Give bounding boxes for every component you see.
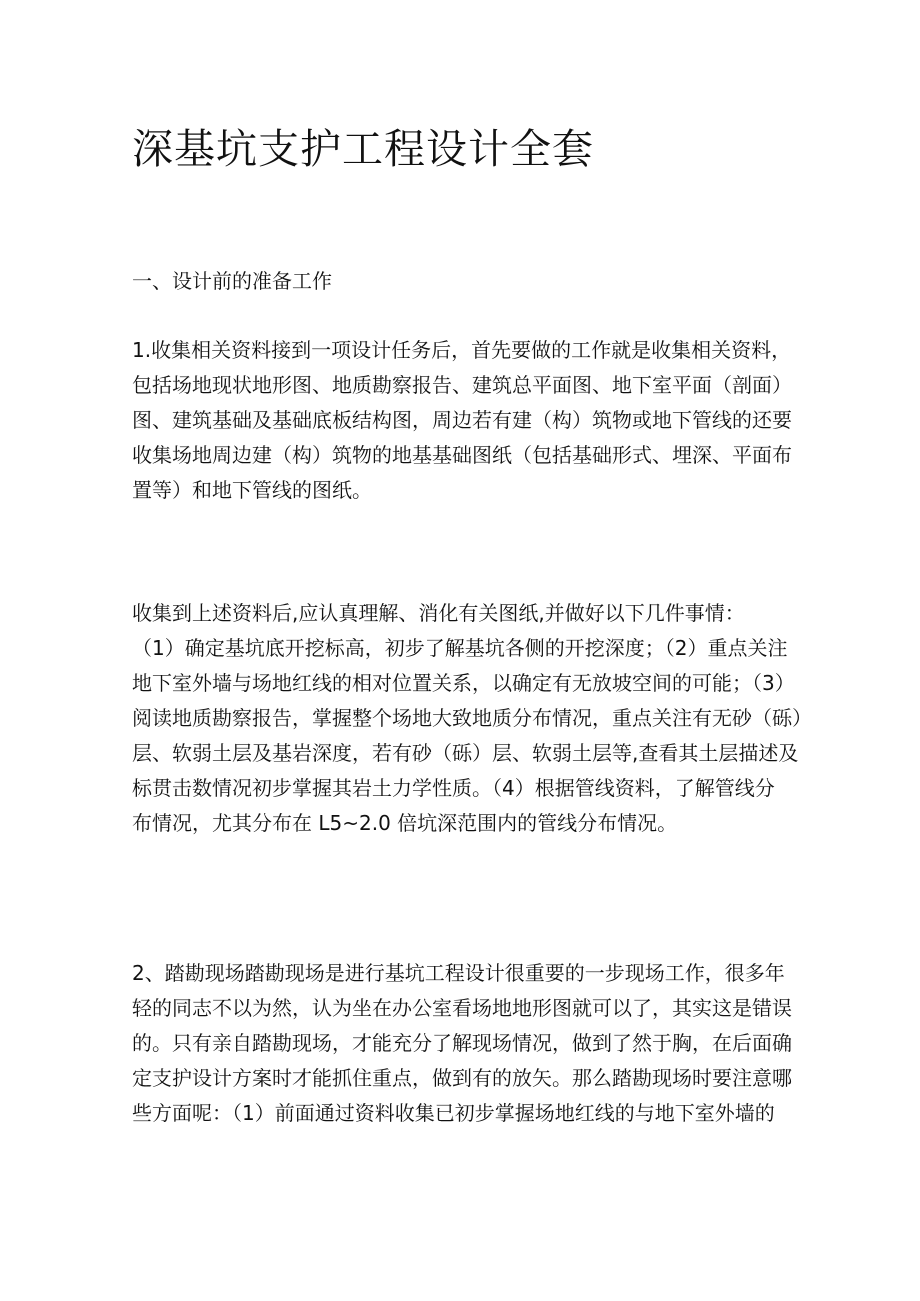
paragraph-line: 图、建筑基础及基础底板结构图，周边若有建（构）筑物或地下管线的还要 — [132, 408, 792, 432]
paragraph-line: 层、软弱土层及基岩深度，若有砂（砾）层、软弱土层等,查看其土层描述及 — [132, 741, 799, 765]
section-heading: 一、设计前的准备工作 — [132, 269, 332, 293]
paragraph-after-collection — [132, 596, 812, 841]
paragraph-line: 地下室外墙与场地红线的相对位置关系，以确定有无放坡空间的可能；（3） — [132, 671, 795, 695]
paragraph-collect-materials — [132, 333, 812, 508]
paragraph-line: 布情况，尤其分布在 L5~2.0 倍坑深范围内的管线分布情况。 — [132, 811, 678, 835]
paragraph-line: 2、踏勘现场踏勘现场是进行基坑工程设计很重要的一步现场工作，很多年 — [132, 961, 785, 985]
paragraph-line: 标贯击数情况初步掌握其岩土力学性质。（4）根据管线资料，了解管线分 — [132, 776, 775, 800]
paragraph-line: （1）确定基坑底开挖标高，初步了解基坑各侧的开挖深度；（2）重点关注 — [132, 636, 788, 660]
paragraph-site-survey — [132, 956, 812, 1131]
paragraph-line: 轻的同志不以为然，认为坐在办公室看场地地形图就可以了，其实这是错误 — [132, 996, 792, 1020]
paragraph-line: 1.收集相关资料接到一项设计任务后，首先要做的工作就是收集相关资料， — [132, 338, 792, 362]
paragraph-line: 的。只有亲自踏勘现场，才能充分了解现场情况，做到了然于胸，在后面确 — [132, 1031, 792, 1055]
paragraph-line: 阅读地质勘察报告，掌握整个场地大致地质分布情况，重点关注有无砂（砾） — [132, 706, 812, 730]
document-title: 深基坑支护工程设计全套 — [132, 125, 594, 173]
paragraph-line: 收集场地周边建（构）筑物的地基基础图纸（包括基础形式、埋深、平面布 — [132, 443, 792, 467]
paragraph-line: 些方面呢：（1）前面通过资料收集已初步掌握场地红线的与地下室外墙的 — [132, 1101, 775, 1125]
paragraph-line: 收集到上述资料后,应认真理解、消化有关图纸,并做好以下几件事情： — [132, 601, 745, 625]
paragraph-line: 定支护设计方案时才能抓住重点，做到有的放矢。那么踏勘现场时要注意哪 — [132, 1066, 792, 1090]
paragraph-line: 包括场地现状地形图、地质勘察报告、建筑总平面图、地下室平面（剖面） — [132, 373, 792, 397]
paragraph-line: 置等）和地下管线的图纸。 — [132, 478, 372, 502]
